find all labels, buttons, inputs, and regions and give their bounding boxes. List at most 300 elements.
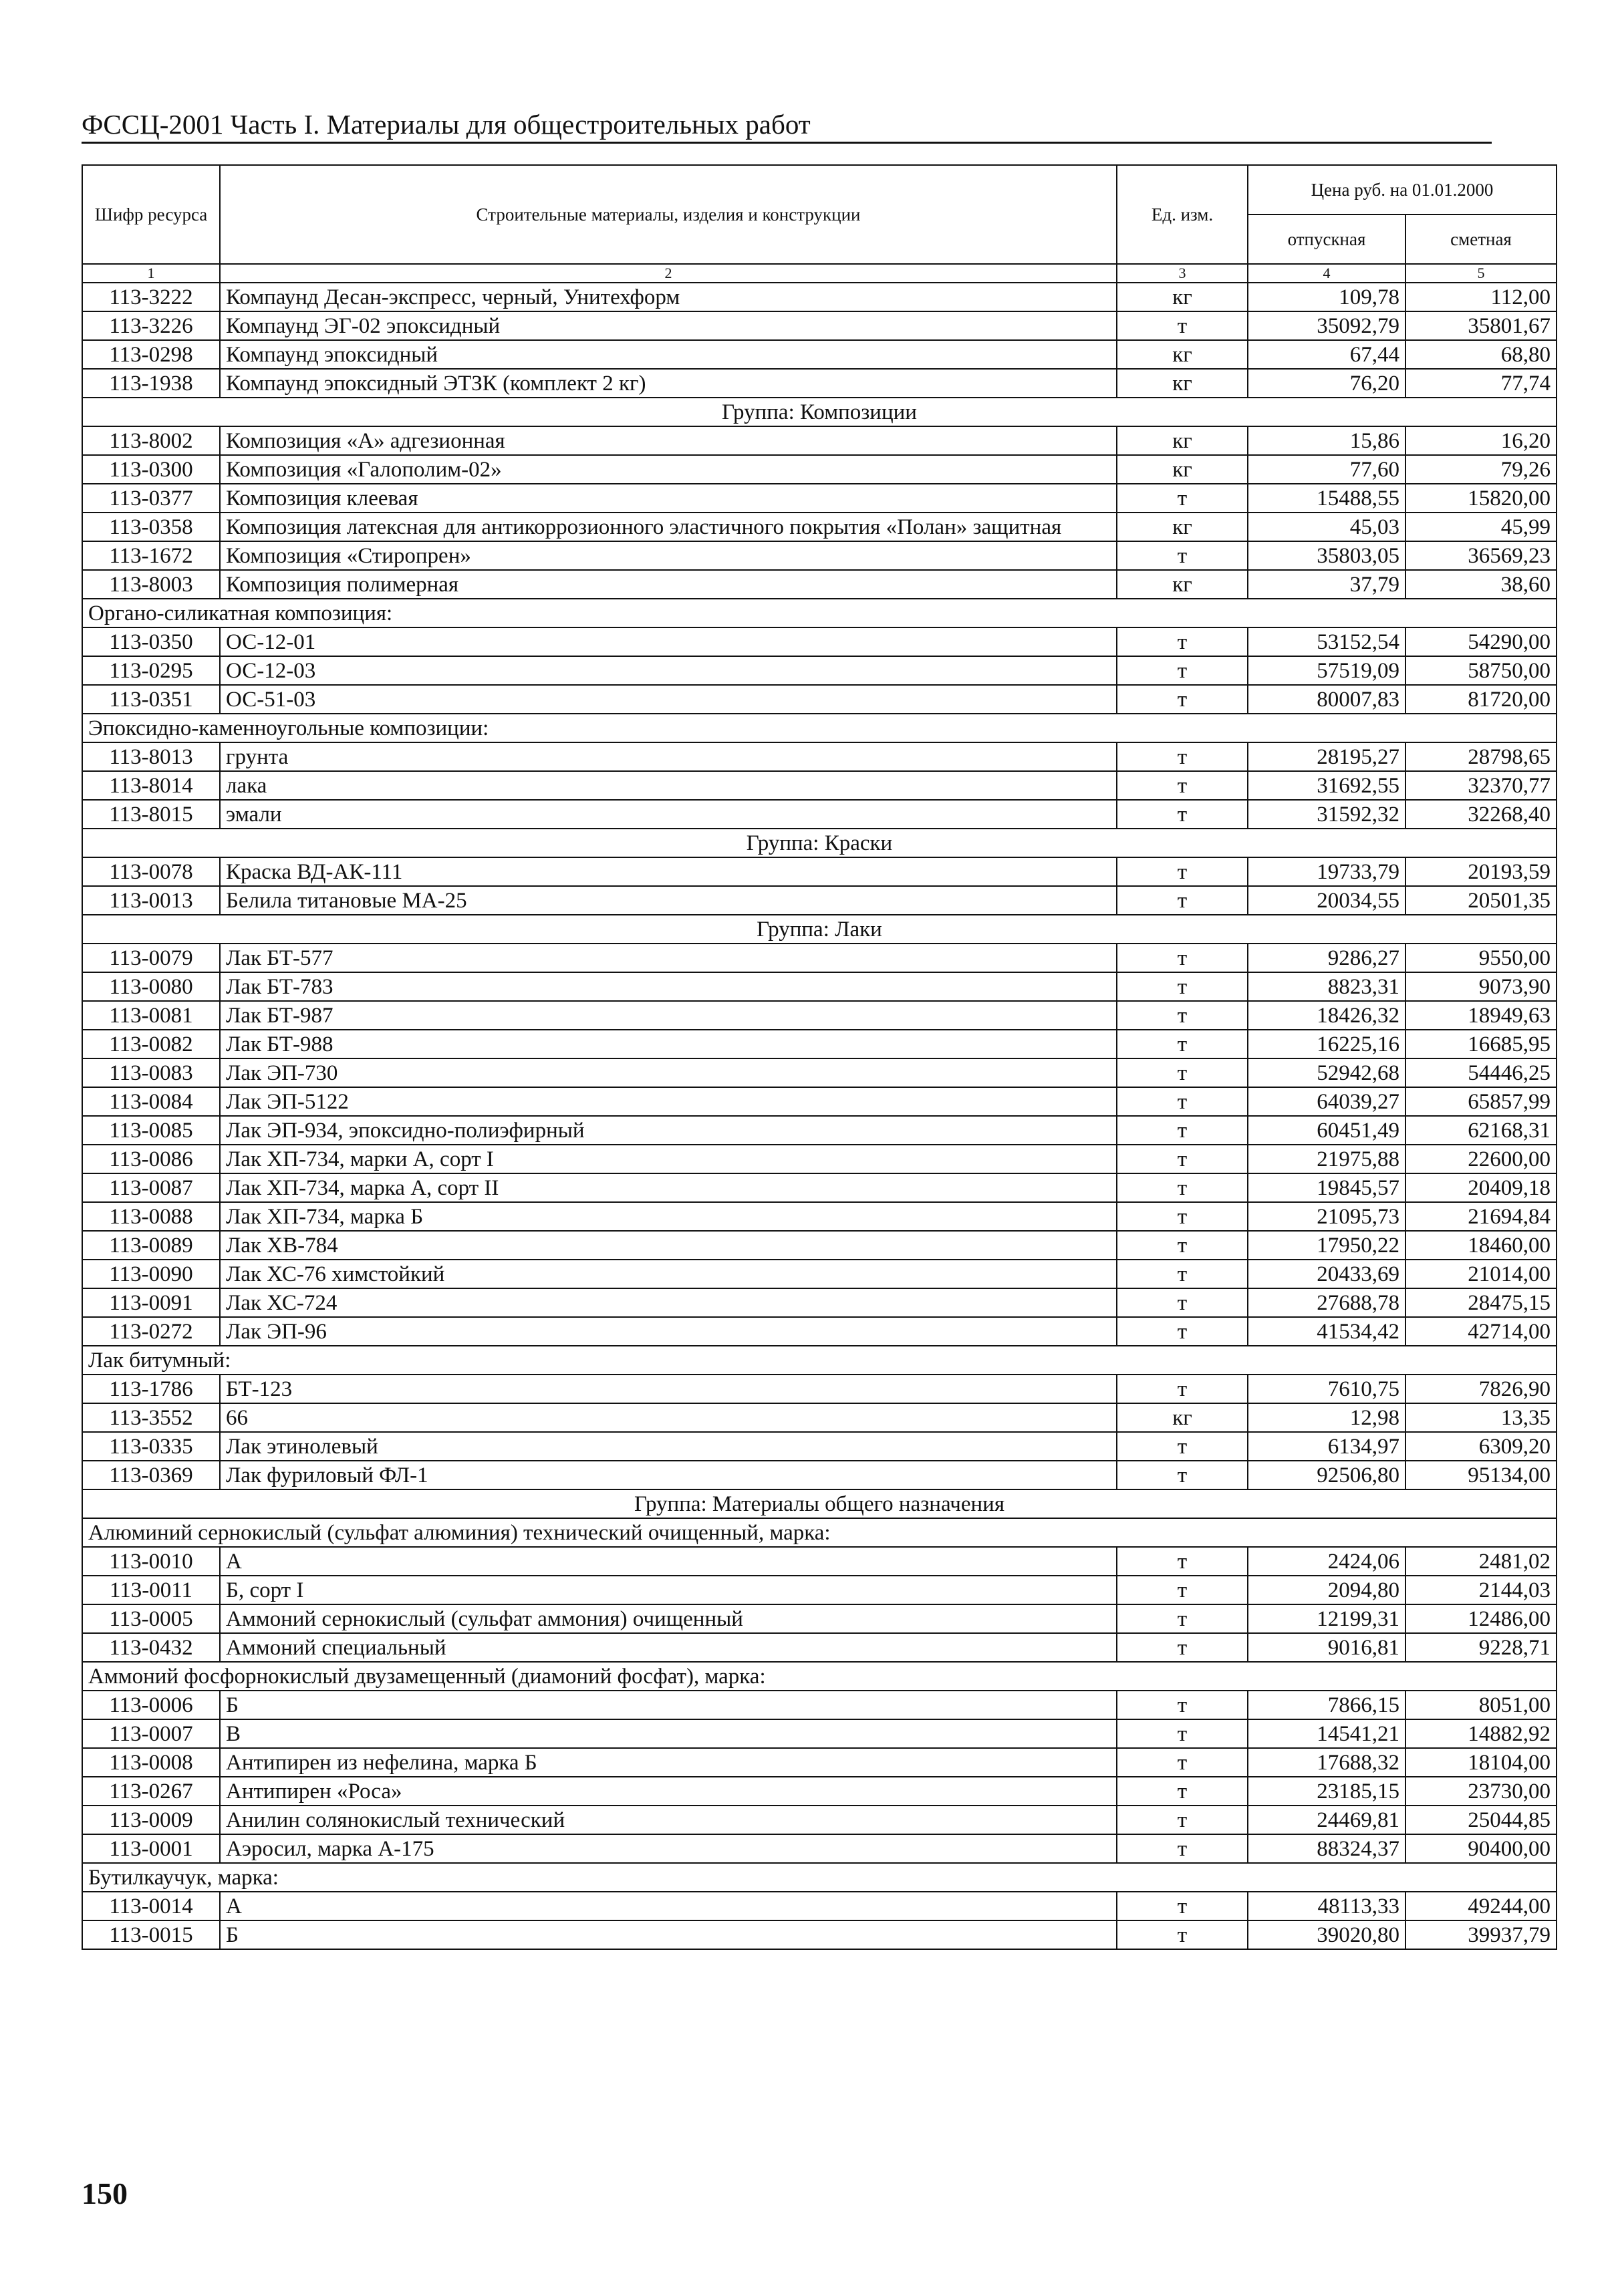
unit-cell: т — [1117, 1260, 1248, 1288]
price-estimate-cell: 9073,90 — [1405, 972, 1557, 1001]
unit-cell: т — [1117, 1834, 1248, 1863]
material-name: Композиция клеевая — [220, 484, 1117, 513]
unit-cell: т — [1117, 1920, 1248, 1949]
unit-cell: т — [1117, 1288, 1248, 1317]
unit-cell: кг — [1117, 340, 1248, 369]
material-name: Композиция полимерная — [220, 570, 1117, 599]
price-estimate-cell: 18949,63 — [1405, 1001, 1557, 1030]
unit-cell: т — [1117, 944, 1248, 972]
price-release-cell: 12,98 — [1248, 1403, 1405, 1432]
price-release-cell: 60451,49 — [1248, 1116, 1405, 1145]
table-row — [82, 1920, 1557, 1949]
unit-cell: т — [1117, 1748, 1248, 1777]
material-name: Лак БТ-987 — [220, 1001, 1117, 1030]
unit-cell: т — [1117, 656, 1248, 685]
price-estimate-cell: 54290,00 — [1405, 627, 1557, 656]
table-row — [82, 627, 1557, 656]
table-row — [82, 311, 1557, 340]
column-number: 1 — [82, 264, 220, 283]
price-release-cell: 9286,27 — [1248, 944, 1405, 972]
page-number: 150 — [82, 2176, 128, 2210]
resource-code: 113-3552 — [82, 1403, 220, 1432]
price-release-cell: 16225,16 — [1248, 1030, 1405, 1058]
material-name: лака — [220, 771, 1117, 800]
material-name: Компаунд эпоксидный ЭТЗК (комплект 2 кг) — [220, 369, 1117, 398]
unit-cell: т — [1117, 800, 1248, 829]
resource-code: 113-1938 — [82, 369, 220, 398]
price-estimate-cell: 13,35 — [1405, 1403, 1557, 1432]
price-release-cell: 80007,83 — [1248, 685, 1405, 714]
table-row — [82, 1547, 1557, 1576]
price-estimate-cell: 81720,00 — [1405, 685, 1557, 714]
table-row — [82, 1030, 1557, 1058]
material-name: Композиция «А» адгезионная — [220, 426, 1117, 455]
resource-code: 113-0083 — [82, 1058, 220, 1087]
resource-code: 113-3222 — [82, 283, 220, 311]
price-estimate-cell: 32370,77 — [1405, 771, 1557, 800]
table-row — [82, 1461, 1557, 1489]
price-estimate-cell: 95134,00 — [1405, 1461, 1557, 1489]
table-row — [82, 283, 1557, 311]
price-release-cell: 21975,88 — [1248, 1145, 1405, 1173]
material-name: ОС-12-01 — [220, 627, 1117, 656]
material-name: Лак этинолевый — [220, 1432, 1117, 1461]
subgroup-title: Бутилкаучук, марка: — [82, 1863, 1557, 1892]
price-estimate-cell: 45,99 — [1405, 513, 1557, 541]
resource-code: 113-0350 — [82, 627, 220, 656]
price-release-cell: 9016,81 — [1248, 1633, 1405, 1662]
material-name: Лак ХП-734, марка А, сорт II — [220, 1173, 1117, 1202]
unit-cell: т — [1117, 857, 1248, 886]
resource-code: 113-0091 — [82, 1288, 220, 1317]
material-name: Аммоний сернокислый (сульфат аммония) очищенный — [220, 1604, 1117, 1633]
subgroup-row — [82, 714, 1557, 742]
material-name: А — [220, 1547, 1117, 1576]
table-body — [82, 283, 1557, 1949]
resource-code: 113-1786 — [82, 1375, 220, 1403]
material-name: ОС-12-03 — [220, 656, 1117, 685]
price-estimate-cell: 9228,71 — [1405, 1633, 1557, 1662]
price-estimate-cell: 39937,79 — [1405, 1920, 1557, 1949]
unit-cell: т — [1117, 1604, 1248, 1633]
price-estimate-cell: 7826,90 — [1405, 1375, 1557, 1403]
table-row — [82, 1058, 1557, 1087]
price-release-cell: 24469,81 — [1248, 1806, 1405, 1834]
group-title: Группа: Композиции — [82, 398, 1557, 426]
price-release-cell: 27688,78 — [1248, 1288, 1405, 1317]
resource-code: 113-0358 — [82, 513, 220, 541]
price-release-cell: 48113,33 — [1248, 1892, 1405, 1920]
unit-cell: кг — [1117, 570, 1248, 599]
table-row — [82, 857, 1557, 886]
subgroup-row — [82, 599, 1557, 627]
material-name: Лак ХП-734, марка Б — [220, 1202, 1117, 1231]
unit-cell: т — [1117, 1547, 1248, 1576]
price-release-cell: 17688,32 — [1248, 1748, 1405, 1777]
resource-code: 113-8002 — [82, 426, 220, 455]
price-release-cell: 35803,05 — [1248, 541, 1405, 570]
table-row — [82, 1777, 1557, 1806]
price-estimate-cell: 62168,31 — [1405, 1116, 1557, 1145]
price-release-cell: 67,44 — [1248, 340, 1405, 369]
price-release-cell: 77,60 — [1248, 455, 1405, 484]
unit-cell: кг — [1117, 1403, 1248, 1432]
table-row — [82, 1604, 1557, 1633]
material-name: Б, сорт I — [220, 1576, 1117, 1604]
resource-code: 113-0013 — [82, 886, 220, 915]
table-header — [82, 165, 1557, 283]
price-estimate-cell: 36569,23 — [1405, 541, 1557, 570]
price-release-cell: 20433,69 — [1248, 1260, 1405, 1288]
unit-cell: т — [1117, 1576, 1248, 1604]
table-row — [82, 972, 1557, 1001]
price-release-cell: 8823,31 — [1248, 972, 1405, 1001]
header-name: Строительные материалы, изделия и конструкции — [220, 165, 1117, 264]
resource-code: 113-0014 — [82, 1892, 220, 1920]
unit-cell: т — [1117, 1461, 1248, 1489]
resource-code: 113-3226 — [82, 311, 220, 340]
unit-cell: т — [1117, 627, 1248, 656]
price-estimate-cell: 8051,00 — [1405, 1691, 1557, 1719]
material-name: 66 — [220, 1403, 1117, 1432]
table-row — [82, 1231, 1557, 1260]
resource-code: 113-0267 — [82, 1777, 220, 1806]
column-number: 3 — [1117, 264, 1248, 283]
table-row — [82, 886, 1557, 915]
resource-code: 113-0007 — [82, 1719, 220, 1748]
material-name: Лак БТ-577 — [220, 944, 1117, 972]
unit-cell: кг — [1117, 513, 1248, 541]
material-name: Компаунд ЭГ-02 эпоксидный — [220, 311, 1117, 340]
resource-code: 113-0005 — [82, 1604, 220, 1633]
price-estimate-cell: 68,80 — [1405, 340, 1557, 369]
unit-cell: т — [1117, 1087, 1248, 1116]
unit-cell: т — [1117, 1202, 1248, 1231]
material-name: Лак ХС-76 химстойкий — [220, 1260, 1117, 1288]
table-row — [82, 800, 1557, 829]
unit-cell: кг — [1117, 455, 1248, 484]
resource-code: 113-0006 — [82, 1691, 220, 1719]
price-estimate-cell: 16,20 — [1405, 426, 1557, 455]
unit-cell: кг — [1117, 426, 1248, 455]
price-estimate-cell: 18460,00 — [1405, 1231, 1557, 1260]
resource-code: 113-0432 — [82, 1633, 220, 1662]
price-release-cell: 14541,21 — [1248, 1719, 1405, 1748]
price-estimate-cell: 58750,00 — [1405, 656, 1557, 685]
material-name: Лак ЭП-730 — [220, 1058, 1117, 1087]
price-estimate-cell: 9550,00 — [1405, 944, 1557, 972]
table-row — [82, 1145, 1557, 1173]
header-code: Шифр ресурса — [82, 165, 220, 264]
price-release-cell: 39020,80 — [1248, 1920, 1405, 1949]
material-name: Лак ЭП-5122 — [220, 1087, 1117, 1116]
price-estimate-cell: 12486,00 — [1405, 1604, 1557, 1633]
resource-code: 113-0082 — [82, 1030, 220, 1058]
subgroup-row — [82, 1518, 1557, 1547]
unit-cell: т — [1117, 1719, 1248, 1748]
price-release-cell: 15,86 — [1248, 426, 1405, 455]
price-estimate-cell: 65857,99 — [1405, 1087, 1557, 1116]
resource-code: 113-0086 — [82, 1145, 220, 1173]
price-estimate-cell: 49244,00 — [1405, 1892, 1557, 1920]
resource-code: 113-0015 — [82, 1920, 220, 1949]
price-release-cell: 92506,80 — [1248, 1461, 1405, 1489]
price-estimate-cell: 21014,00 — [1405, 1260, 1557, 1288]
unit-cell: т — [1117, 1432, 1248, 1461]
table-row — [82, 944, 1557, 972]
resource-code: 113-0008 — [82, 1748, 220, 1777]
subgroup-row — [82, 1346, 1557, 1375]
group-title: Группа: Материалы общего назначения — [82, 1489, 1557, 1518]
price-release-cell: 76,20 — [1248, 369, 1405, 398]
header-price-release: отпускная — [1248, 214, 1405, 264]
resource-code: 113-0009 — [82, 1806, 220, 1834]
price-estimate-cell: 15820,00 — [1405, 484, 1557, 513]
material-name: Лак ХВ-784 — [220, 1231, 1117, 1260]
price-estimate-cell: 16685,95 — [1405, 1030, 1557, 1058]
table-row — [82, 1087, 1557, 1116]
material-name: эмали — [220, 800, 1117, 829]
price-release-cell: 41534,42 — [1248, 1317, 1405, 1346]
price-estimate-cell: 6309,20 — [1405, 1432, 1557, 1461]
resource-code: 113-1672 — [82, 541, 220, 570]
price-release-cell: 64039,27 — [1248, 1087, 1405, 1116]
resource-code: 113-0078 — [82, 857, 220, 886]
material-name: Б — [220, 1920, 1117, 1949]
material-name: Компаунд эпоксидный — [220, 340, 1117, 369]
resource-code: 113-0295 — [82, 656, 220, 685]
material-name: Анилин солянокислый технический — [220, 1806, 1117, 1834]
resource-code: 113-0085 — [82, 1116, 220, 1145]
unit-cell: т — [1117, 1030, 1248, 1058]
price-estimate-cell: 20501,35 — [1405, 886, 1557, 915]
price-release-cell: 45,03 — [1248, 513, 1405, 541]
table-row — [82, 1173, 1557, 1202]
price-release-cell: 88324,37 — [1248, 1834, 1405, 1863]
resource-code: 113-0369 — [82, 1461, 220, 1489]
resource-code: 113-0300 — [82, 455, 220, 484]
unit-cell: т — [1117, 541, 1248, 570]
resource-code: 113-0088 — [82, 1202, 220, 1231]
unit-cell: т — [1117, 1777, 1248, 1806]
subgroup-title: Алюминий сернокислый (сульфат алюминия) технический очищенный, марка: — [82, 1518, 1557, 1547]
table-row — [82, 1748, 1557, 1777]
price-release-cell: 18426,32 — [1248, 1001, 1405, 1030]
unit-cell: т — [1117, 1231, 1248, 1260]
price-release-cell: 23185,15 — [1248, 1777, 1405, 1806]
price-release-cell: 2094,80 — [1248, 1576, 1405, 1604]
material-name: Лак ХП-734, марки А, сорт I — [220, 1145, 1117, 1173]
price-estimate-cell: 32268,40 — [1405, 800, 1557, 829]
table-row — [82, 426, 1557, 455]
price-estimate-cell: 54446,25 — [1405, 1058, 1557, 1087]
table-row — [82, 1288, 1557, 1317]
table-row — [82, 1576, 1557, 1604]
resource-code: 113-0010 — [82, 1547, 220, 1576]
price-release-cell: 28195,27 — [1248, 742, 1405, 771]
price-estimate-cell: 79,26 — [1405, 455, 1557, 484]
unit-cell: т — [1117, 1145, 1248, 1173]
price-release-cell: 15488,55 — [1248, 484, 1405, 513]
price-table — [82, 164, 1557, 1950]
table-row — [82, 1633, 1557, 1662]
material-name: Лак ЭП-96 — [220, 1317, 1117, 1346]
group-title: Группа: Лаки — [82, 915, 1557, 944]
price-release-cell: 21095,73 — [1248, 1202, 1405, 1231]
price-release-cell: 31692,55 — [1248, 771, 1405, 800]
material-name: Лак ЭП-934, эпоксидно-полиэфирный — [220, 1116, 1117, 1145]
table-row — [82, 340, 1557, 369]
price-estimate-cell: 77,74 — [1405, 369, 1557, 398]
column-number: 5 — [1405, 264, 1557, 283]
material-name: Б — [220, 1691, 1117, 1719]
price-release-cell: 17950,22 — [1248, 1231, 1405, 1260]
subgroup-title: Эпоксидно-каменноугольные композиции: — [82, 714, 1557, 742]
price-release-cell: 6134,97 — [1248, 1432, 1405, 1461]
material-name: Компаунд Десан-экспресс, черный, Унитехформ — [220, 283, 1117, 311]
table-row — [82, 742, 1557, 771]
resource-code: 113-0080 — [82, 972, 220, 1001]
unit-cell: т — [1117, 484, 1248, 513]
table-row — [82, 1260, 1557, 1288]
table-row — [82, 1202, 1557, 1231]
table-row — [82, 1432, 1557, 1461]
resource-code: 113-0272 — [82, 1317, 220, 1346]
price-estimate-cell: 112,00 — [1405, 283, 1557, 311]
material-name: Композиция «Стиропрен» — [220, 541, 1117, 570]
unit-cell: т — [1117, 742, 1248, 771]
table-row — [82, 685, 1557, 714]
resource-code: 113-0011 — [82, 1576, 220, 1604]
price-release-cell: 31592,32 — [1248, 800, 1405, 829]
table-row — [82, 1403, 1557, 1432]
table-row — [82, 513, 1557, 541]
table-row — [82, 455, 1557, 484]
column-numbers-row — [82, 264, 1557, 283]
price-estimate-cell: 23730,00 — [1405, 1777, 1557, 1806]
price-estimate-cell: 38,60 — [1405, 570, 1557, 599]
material-name: А — [220, 1892, 1117, 1920]
resource-code: 113-0090 — [82, 1260, 220, 1288]
header-price-estimate: сметная — [1405, 214, 1557, 264]
table-row — [82, 1375, 1557, 1403]
price-estimate-cell: 20409,18 — [1405, 1173, 1557, 1202]
material-name: Антипирен «Роса» — [220, 1777, 1117, 1806]
price-estimate-cell: 18104,00 — [1405, 1748, 1557, 1777]
table-row — [82, 570, 1557, 599]
subgroup-title: Лак битумный: — [82, 1346, 1557, 1375]
price-estimate-cell: 22600,00 — [1405, 1145, 1557, 1173]
price-release-cell: 57519,09 — [1248, 656, 1405, 685]
resource-code: 113-0081 — [82, 1001, 220, 1030]
price-estimate-cell: 35801,67 — [1405, 311, 1557, 340]
table-row — [82, 1116, 1557, 1145]
resource-code: 113-0087 — [82, 1173, 220, 1202]
unit-cell: т — [1117, 972, 1248, 1001]
material-name: БТ-123 — [220, 1375, 1117, 1403]
group-header-row — [82, 1489, 1557, 1518]
unit-cell: т — [1117, 1375, 1248, 1403]
header-price-group: Цена руб. на 01.01.2000 — [1248, 165, 1557, 214]
table-row — [82, 1834, 1557, 1863]
resource-code: 113-8015 — [82, 800, 220, 829]
material-name: Краска ВД-АК-111 — [220, 857, 1117, 886]
material-name: Лак ХС-724 — [220, 1288, 1117, 1317]
price-estimate-cell: 21694,84 — [1405, 1202, 1557, 1231]
group-header-row — [82, 915, 1557, 944]
material-name: ОС-51-03 — [220, 685, 1117, 714]
price-release-cell: 7866,15 — [1248, 1691, 1405, 1719]
unit-cell: т — [1117, 771, 1248, 800]
resource-code: 113-8013 — [82, 742, 220, 771]
price-estimate-cell: 2144,03 — [1405, 1576, 1557, 1604]
price-release-cell: 52942,68 — [1248, 1058, 1405, 1087]
price-release-cell: 19733,79 — [1248, 857, 1405, 886]
price-release-cell: 7610,75 — [1248, 1375, 1405, 1403]
table-row — [82, 656, 1557, 685]
table-row — [82, 484, 1557, 513]
price-estimate-cell: 28798,65 — [1405, 742, 1557, 771]
material-name: В — [220, 1719, 1117, 1748]
price-estimate-cell: 25044,85 — [1405, 1806, 1557, 1834]
material-name: Белила титановые МА-25 — [220, 886, 1117, 915]
material-name: Аммоний специальный — [220, 1633, 1117, 1662]
price-release-cell: 37,79 — [1248, 570, 1405, 599]
unit-cell: т — [1117, 1892, 1248, 1920]
unit-cell: т — [1117, 685, 1248, 714]
material-name: Антипирен из нефелина, марка Б — [220, 1748, 1117, 1777]
table-row — [82, 541, 1557, 570]
material-name: Композиция «Галополим-02» — [220, 455, 1117, 484]
resource-code: 113-0089 — [82, 1231, 220, 1260]
header-unit: Ед. изм. — [1117, 165, 1248, 264]
unit-cell: т — [1117, 1633, 1248, 1662]
unit-cell: т — [1117, 1116, 1248, 1145]
unit-cell: кг — [1117, 369, 1248, 398]
unit-cell: т — [1117, 311, 1248, 340]
table-row — [82, 369, 1557, 398]
material-name: Лак фуриловый ФЛ-1 — [220, 1461, 1117, 1489]
subgroup-row — [82, 1662, 1557, 1691]
price-estimate-cell: 2481,02 — [1405, 1547, 1557, 1576]
unit-cell: т — [1117, 1173, 1248, 1202]
resource-code: 113-8014 — [82, 771, 220, 800]
unit-cell: т — [1117, 1806, 1248, 1834]
page-title: ФССЦ-2001 Часть I. Материалы для общестроительных работ — [82, 108, 1492, 144]
price-estimate-cell: 42714,00 — [1405, 1317, 1557, 1346]
table-row — [82, 1001, 1557, 1030]
table-row — [82, 1719, 1557, 1748]
resource-code: 113-0079 — [82, 944, 220, 972]
price-release-cell: 53152,54 — [1248, 627, 1405, 656]
unit-cell: т — [1117, 1317, 1248, 1346]
unit-cell: т — [1117, 1001, 1248, 1030]
resource-code: 113-8003 — [82, 570, 220, 599]
price-estimate-cell: 28475,15 — [1405, 1288, 1557, 1317]
table-row — [82, 1892, 1557, 1920]
unit-cell: кг — [1117, 283, 1248, 311]
table-row — [82, 1806, 1557, 1834]
subgroup-title: Аммоний фосфорнокислый двузамещенный (диамоний фосфат), марка: — [82, 1662, 1557, 1691]
unit-cell: т — [1117, 1691, 1248, 1719]
resource-code: 113-0377 — [82, 484, 220, 513]
subgroup-title: Органо-силикатная композиция: — [82, 599, 1557, 627]
group-header-row — [82, 398, 1557, 426]
table-row — [82, 771, 1557, 800]
resource-code: 113-0335 — [82, 1432, 220, 1461]
material-name: Лак БТ-783 — [220, 972, 1117, 1001]
price-release-cell: 19845,57 — [1248, 1173, 1405, 1202]
